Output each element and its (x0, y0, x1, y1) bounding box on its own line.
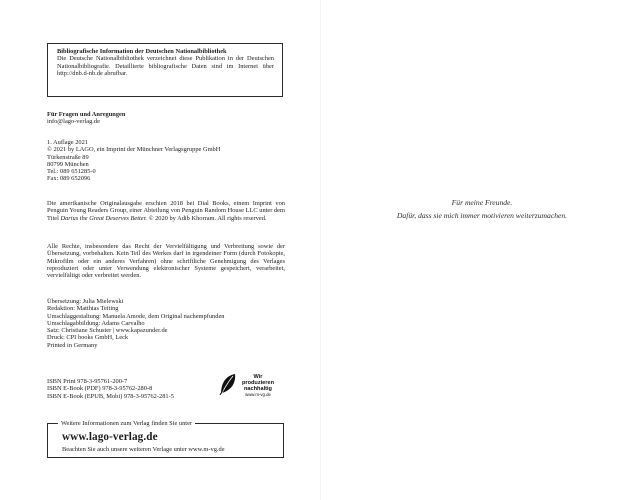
rights-notice (47, 243, 285, 279)
isbn-epub: ISBN E-Book (EPUB, Mobi) 978-3-95762-281-5 (47, 392, 174, 400)
sustainability-logo-text (237, 374, 279, 398)
contact-heading: Für Fragen und Anregungen (47, 111, 126, 118)
credit-cover-design: Umschlaggestaltung: Manuela Amode, dem Original nachempfunden (47, 312, 225, 320)
sustainability-logo (218, 373, 280, 396)
credit-editing: Redaktion: Matthias Teiting (47, 305, 119, 313)
publisher-info-box (47, 420, 284, 458)
rights-text: Alle Rechte, insbesondere das Recht der Vervielfältigung und Verbreitung sowie der Übersetzung, vorbehalten. Kein Teil des Werkes darf in irgendeiner Form (durch Fotokopie, Mikrofilm oder ein anderes Verfahren) ohne schriftliche Genehmigung des Verlages reproduziert oder unter Verwendung elektronischer Systeme gespeichert, verarbeitet, vervielfältigt oder verbreitet werden. (47, 243, 285, 280)
address-city: 80799 München (47, 160, 89, 168)
original-title: Darius the Great Deserves Better. (60, 214, 148, 222)
original-edition-text: Die amerikanische Originalausgabe erschien 2018 bei Dial Books, einem Imprint von Penguin Young Readers Group, einer Abteilung von Penguin Random House LLC unter dem Titel (47, 200, 285, 222)
isbn-pdf: ISBN E-Book (PDF) 978-3-95762-280-8 (47, 385, 153, 393)
publisher-footer: Beachten Sie auch unsere weiteren Verlage unter www.m-vg.de (62, 446, 225, 453)
phone-line: Tel.: 089 651285-0 (47, 168, 96, 176)
imprint-page (0, 0, 321, 500)
credit-printed-in: Printed in Germany (47, 341, 98, 349)
contact-email[interactable]: info@lago-verlag.de (47, 118, 100, 126)
sustainability-line1: Wir produzieren (241, 374, 274, 386)
bibliographic-info-text: Die Deutsche Nationalbibliothek verzeichnet diese Publikation in der Deutschen Nationalbibliografie. Detaillierte bibliografische Daten sind im Internet über http://dnb.d-nb.de abrufbar. (57, 55, 274, 77)
address-street: Türkenstraße 89 (47, 153, 89, 161)
original-edition-paragraph (47, 200, 285, 222)
original-edition-note (47, 200, 285, 222)
publisher-info-legend: Weitere Informationen zum Verlag finden Sie unter (58, 420, 195, 427)
dedication-line-1: Für meine Freunde. (451, 198, 513, 207)
bibliographic-info-box (47, 43, 283, 97)
dedication (321, 197, 643, 222)
credit-printing: Druck: CPI books GmbH, Leck (47, 334, 129, 342)
edition-line: 1. Auflage 2021 (47, 139, 88, 146)
copyright-line: © 2021 by LAGO, ein Imprint der Münchner Verlagsgruppe GmbH (47, 146, 221, 154)
leaf-icon (218, 373, 238, 396)
credit-translation: Übersetzung: Julia Mielewski (47, 298, 124, 305)
original-copyright: © 2020 by Adib Khorram. All rights reserved. (147, 214, 267, 222)
sustainability-url: www.m-vg.de (245, 392, 271, 397)
dedication-page (321, 0, 643, 500)
contact-block (47, 111, 285, 126)
isbn-print: ISBN Print 978-3-95761-200-7 (47, 378, 128, 385)
credit-cover-image: Umschlagabbildung: Adams Carvalho (47, 319, 145, 327)
credits-block (47, 298, 285, 349)
bibliographic-info-title: Bibliografische Information der Deutschen Nationalbibliothek (57, 48, 227, 55)
credit-typesetting: Satz: Christiane Schuster | www.kapazunder.de (47, 327, 168, 335)
fax-line: Fax: 089 652096 (47, 175, 91, 183)
edition-block (47, 139, 285, 183)
sustainability-line2: nachhaltig (244, 386, 272, 392)
publisher-url[interactable]: www.lago-verlag.de (62, 431, 158, 443)
dedication-line-2: Dafür, dass sie mich immer motivieren weiterzumachen. (396, 210, 568, 220)
